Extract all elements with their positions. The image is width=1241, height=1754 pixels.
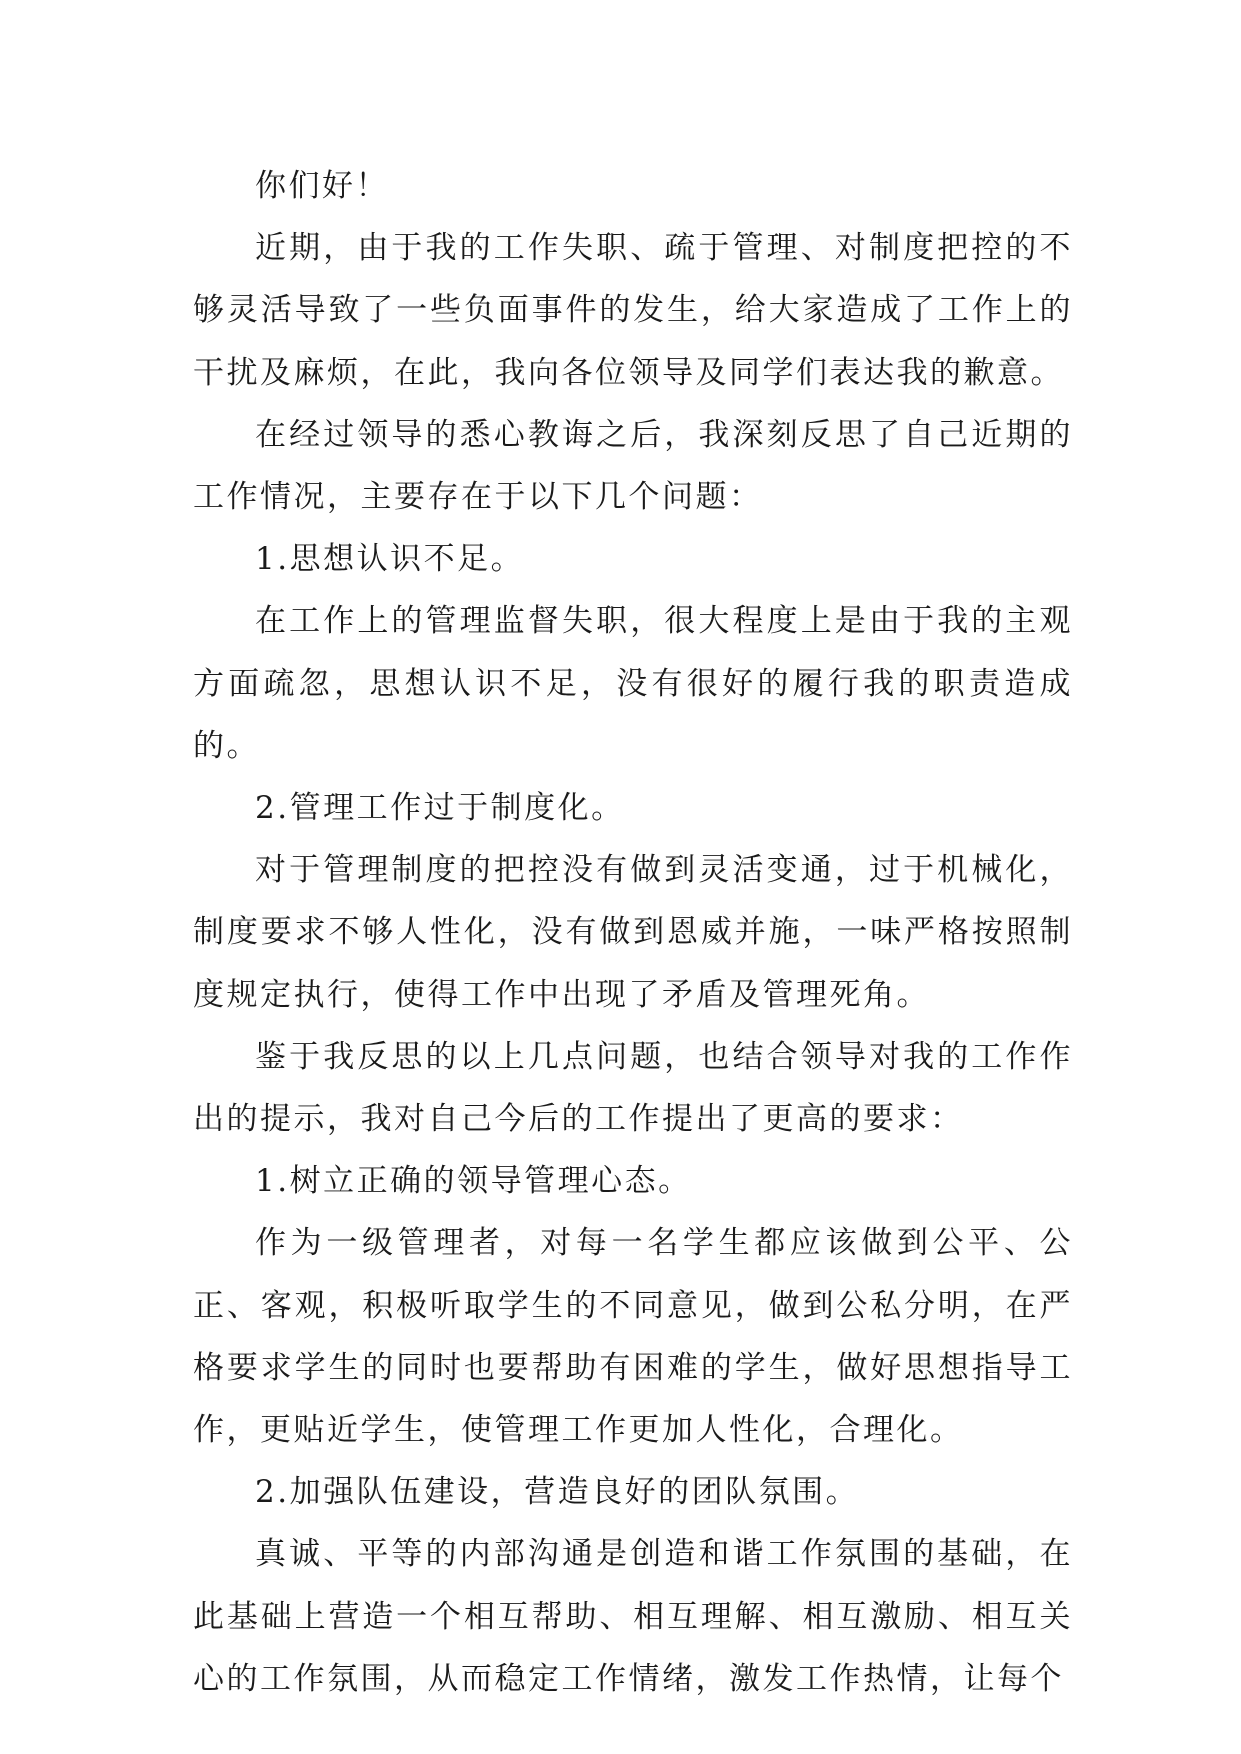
problem-body-1: 在工作上的管理监督失职，很大程度上是由于我的主观方面疏忽，思想认识不足，没有很好的履行我的职责造成的。	[193, 603, 1073, 764]
paragraph-greeting: 你们好！	[255, 168, 389, 204]
problem-body-2: 对于管理制度的把控没有做到灵活变通，过于机械化，制度要求不够人性化，没有做到恩威并施，一味严格按照制度规定执行，使得工作中出现了矛盾及管理死角。	[193, 852, 1073, 1013]
requirements-intro: 鉴于我反思的以上几点问题，也结合领导对我的工作作出的提示，我对自己今后的工作提出了更高的要求：	[193, 1038, 1073, 1138]
problem-heading-2: 2.管理工作过于制度化。	[255, 790, 625, 827]
requirement-heading-1: 1.树立正确的领导管理心态。	[255, 1163, 692, 1200]
requirement-body-2: 真诚、平等的内部沟通是创造和谐工作氛围的基础，在此基础上营造一个相互帮助、相互理解、相互激励、相互关心的工作氛围，从而稳定工作情绪，激发工作热情，让每个	[193, 1536, 1073, 1697]
paragraph-reflection-intro: 在经过领导的悉心教诲之后，我深刻反思了自己近期的工作情况，主要存在于以下几个问题：	[193, 416, 1073, 516]
document-body	[193, 155, 1073, 1710]
problem-heading-1: 1.思想认识不足。	[255, 541, 525, 578]
paragraph-apology: 近期，由于我的工作失职、疏于管理、对制度把控的不够灵活导致了一些负面事件的发生，给大家造成了工作上的干扰及麻烦，在此，我向各位领导及同学们表达我的歉意。	[193, 230, 1073, 391]
requirement-body-1: 作为一级管理者，对每一名学生都应该做到公平、公正、客观，积极听取学生的不同意见，做到公私分明，在严格要求学生的同时也要帮助有困难的学生，做好思想指导工作，更贴近学生，使管理工作更加人性化，合理化。	[193, 1225, 1073, 1449]
requirement-heading-2: 2.加强队伍建设，营造良好的团队氛围。	[255, 1474, 860, 1511]
